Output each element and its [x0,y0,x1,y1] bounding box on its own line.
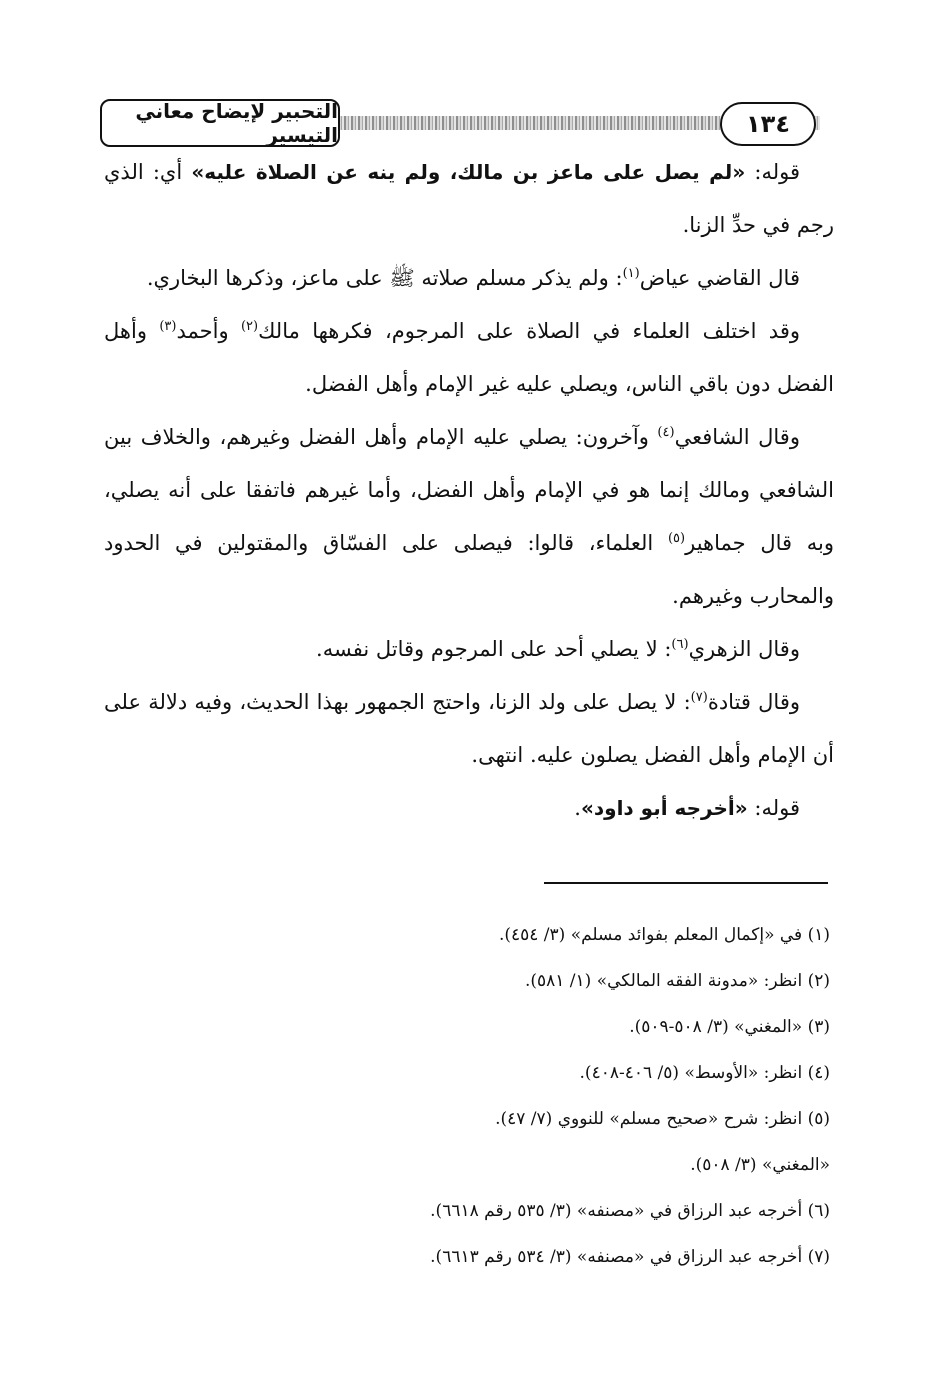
paragraph-5 [104,623,834,676]
footnote-ref-1: (١) [622,266,640,281]
page-header [100,96,840,150]
p3-b: وأحمد [176,319,241,343]
footnote-ref-4: (٤) [657,425,675,440]
p3-a: وقد اختلف العلماء في الصلاة على المرجوم، فكرهها مالك [258,319,801,343]
footnote-7: (٧) أخرجه عبد الرزاق في «مصنفه» (٣/ ٥٣٤ رقم ٦٦١٣). [430,1247,830,1267]
running-title [100,99,340,147]
footnote-3: (٣) «المغني» (٣/ ٥٠٨-٥٠٩). [629,1017,830,1037]
p4-c: العلماء، قالوا: فيصلى على الفسّاق والمقتولين في الحدود والمحارب وغيرهم. [104,531,834,608]
page-number [720,102,816,146]
p1-lead: قوله: [745,160,800,184]
footnote-ref-7: (٧) [690,690,708,705]
paragraph-3 [104,305,834,411]
footnote-ref-6: (٦) [671,637,689,652]
page-number-text: ١٣٤ [746,110,790,138]
p1-rest: أي: الذي رجم في حدِّ الزنا. [104,160,834,237]
p2-b: : ولم يذكر مسلم صلاته ﷺ على ماعز، وذكرها البخاري. [146,266,623,290]
footnote-ref-5: (٥) [667,531,686,546]
paragraph-4 [104,411,834,623]
p2-a: قال القاضي عياض [639,266,800,290]
footnote-2: (٢) انظر: «مدونة الفقه المالكي» (١/ ٥٨١). [524,971,830,991]
p1-quote: «لم يصل على ماعز بن مالك، ولم ينه عن الصلاة عليه» [191,160,746,184]
main-text [104,146,834,835]
paragraph-1 [104,146,834,252]
p6-a: وقال قتادة [707,690,800,714]
p4-b: وآخرون: يصلي عليه الإمام وأهل الفضل وغيرهم، والخلاف بين الشافعي ومالك إنما هو في الإمام وأهل الفضل، وأما غيرهم فاتفقا على أنه يصلي، وبه قال جماهير [104,425,834,555]
footnote-separator [544,882,828,884]
footnotes [104,912,830,1280]
footnote-5-cont: «المغني» (٣/ ٥٠٨). [690,1155,830,1175]
footnote-6: (٦) أخرجه عبد الرزاق في «مصنفه» (٣/ ٥٣٥ رقم ٦٦١٨). [430,1201,830,1221]
p4-a: وقال الشافعي [674,425,800,449]
footnote-ref-2: (٢) [240,319,259,334]
footnote-4: (٤) انظر: «الأوسط» (٥/ ٤٠٦-٤٠٨). [579,1063,830,1083]
p3-c: وأهل الفضل دون باقي الناس، ويصلي عليه غير الإمام وأهل الفضل. [104,319,834,396]
p7-rest: . [574,796,581,820]
p5-a: وقال الزهري [688,637,800,661]
footnote-1: (١) في «إكمال المعلم بفوائد مسلم» (٣/ ٤٥٤). [498,925,830,945]
footnote-ref-3: (٣) [159,319,177,334]
paragraph-7 [104,782,834,835]
p7-lead: قوله: [747,796,800,820]
p5-b: : لا يصلي أحد على المرجوم وقاتل نفسه. [316,637,672,661]
footnote-5: (٥) انظر: شرح «صحيح مسلم» للنووي (٧/ ٤٧). [495,1109,830,1129]
p7-quote: «أخرجه أبو داود» [580,796,748,820]
paragraph-6 [104,676,834,782]
p6-b: : لا يصل على ولد الزنا، واحتج الجمهور بهذا الحديث، وفيه دلالة على أن الإمام وأهل الفضل يصلون عليه. انتهى. [104,690,834,767]
running-title-text: التحبير لإيضاح معاني التيسير [135,99,338,147]
paragraph-2 [104,252,834,305]
